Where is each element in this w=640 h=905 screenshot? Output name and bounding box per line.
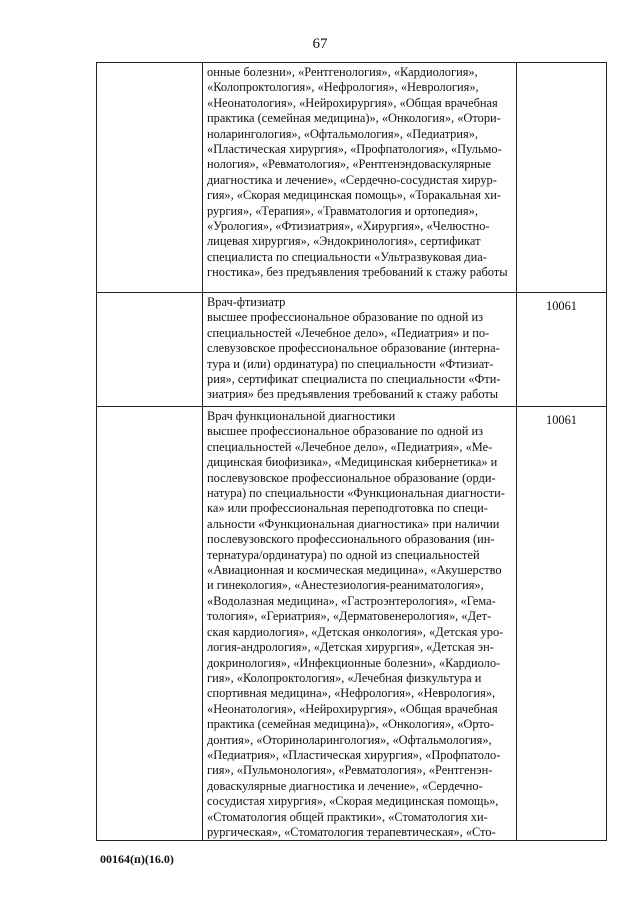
requirements-cell <box>203 293 517 407</box>
code-value: 10061 <box>546 413 577 427</box>
code-cell <box>517 63 607 293</box>
code-cell <box>517 407 607 841</box>
table-row <box>97 293 607 407</box>
empty-cell <box>97 293 203 407</box>
requirements-text: Врач-фтизиатр высшее профессиональное образование по одной из специальностей «Лечебное дело», «Педиатрия» и по- слевузовское профессиональное образование (интерна- тура и (или) ординатура) по специальности «Фтизиат- рия», сертификат специалиста по специальности «Фти- зиатрия» без предъявления требований к стажу работы <box>207 295 501 402</box>
requirements-text: Врач функциональной диагностики высшее профессиональное образование по одной из специальностей «Лечебное дело», «Педиатрия», «Ме- дицинская биофизика», «Медицинская кибернетика» и послевузовское профессиональное образование (орди- натура) по специальности «Функциональная диагности- ка» или профессиональная переподготовка по специ- альности «Функциональная диагностика» при наличии послевузовского профессионального образования (ин- тернатура/ординатура) по одной из специальностей «Авиационная и космическая медицина», «Акушерство и гинекология», «Анестезиология-реаниматология», «Водолазная медицина», «Гастроэнтерология», «Гема- тология», «Гериатрия», «Дерматовенерология», «Дет- ская кардиология», «Детская онкология», «Детская уро- логия-андрология», «Детская хирургия», «Детская эн- докринология», «Инфекционные болезни», «Кардиоло- гия», «Колопроктология», «Лечебная физкультура и спортивная медицина», «Нефрология», «Неврология», «Неонатология», «Нейрохирургия», «Общая врачебная практика (семейная медицина)», «Онкология», «Орто- донтия», «Оториноларингология», «Офтальмология», «Педиатрия», «Пластическая хирургия», «Профпатоло- гия», «Пульмонология», «Ревматология», «Рентгенэн- доваскулярные диагностика и лечение», «Сердечно- сосудистая хирургия», «Скорая медицинская помощь», «Стоматология общей практики», «Стоматология хи- рургическая», «Стоматология терапевтическая», «Сто- <box>207 409 505 839</box>
table-row <box>97 407 607 841</box>
requirements-cell <box>203 63 517 293</box>
empty-cell <box>97 407 203 841</box>
requirements-text: онные болезни», «Рентгенология», «Кардиология», «Колопроктология», «Нефрология», «Неврология», «Неонатология», «Нейрохирургия», «Общая врачебная практика (семейная медицина)», «Онкология», «Отори- ноларингология», «Офтальмология», «Педиатрия», «Пластическая хирургия», «Профпатология», «Пульмо- нология», «Ревматология», «Рентгенэндоваскулярные диагностика и лечение», «Сердечно-сосудистая хирур- гия», «Скорая медицинская помощь», «Торакальная хи- рургия», «Терапия», «Травматология и ортопедия», «Урология», «Фтизиатрия», «Хирургия», «Челюстно- лицевая хирургия», «Эндокринология», сертификат специалиста по специальности «Ультразвуковая диа- гностика», без предъявления требований к стажу работы <box>207 65 508 280</box>
qualification-table <box>96 62 607 841</box>
code-value: 10061 <box>546 299 577 313</box>
requirements-cell <box>203 407 517 841</box>
code-cell <box>517 293 607 407</box>
empty-cell <box>97 63 203 293</box>
document-code: 00164(п)(16.0) <box>100 852 174 866</box>
page-number: 67 <box>312 36 328 52</box>
table-row <box>97 63 607 293</box>
